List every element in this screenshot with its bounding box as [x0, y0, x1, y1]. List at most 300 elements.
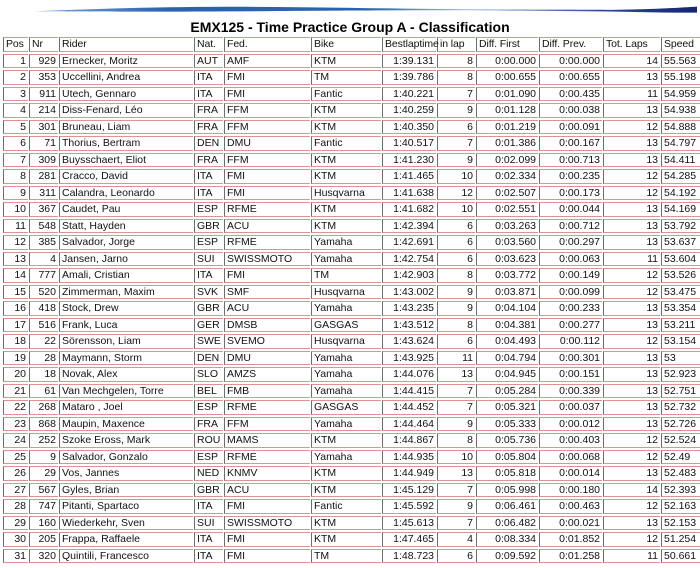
- cell-pos: 29: [3, 516, 28, 531]
- cell-bestlaptime: 1:41.638: [382, 186, 436, 201]
- cell-nat: SLO: [194, 367, 223, 382]
- cell-in_lap: 7: [437, 516, 475, 531]
- column-header-diff_first: Diff. First: [476, 37, 538, 52]
- cell-speed: 53: [661, 351, 700, 366]
- cell-pos: 24: [3, 433, 28, 448]
- cell-nr: 29: [29, 466, 58, 481]
- cell-nr: 22: [29, 334, 58, 349]
- cell-fed: FMI: [224, 268, 310, 283]
- table-row: [3, 169, 700, 184]
- cell-speed: 53.475: [661, 285, 700, 300]
- cell-diff_first: 0:04.381: [476, 318, 538, 333]
- cell-nr: 777: [29, 268, 58, 283]
- cell-rider: Vos, Jannes: [59, 466, 193, 481]
- cell-bestlaptime: 1:45.613: [382, 516, 436, 531]
- cell-bike: KTM: [311, 532, 381, 547]
- cell-fed: FMI: [224, 87, 310, 102]
- cell-bestlaptime: 1:41.230: [382, 153, 436, 168]
- cell-rider: Caudet, Pau: [59, 202, 193, 217]
- cell-nr: 28: [29, 351, 58, 366]
- cell-diff_prev: 0:00.712: [539, 219, 602, 234]
- cell-bike: KTM: [311, 433, 381, 448]
- cell-nat: GER: [194, 318, 223, 333]
- cell-diff_first: 0:02.551: [476, 202, 538, 217]
- table-row: [3, 103, 700, 118]
- cell-fed: FMB: [224, 384, 310, 399]
- cell-nr: 516: [29, 318, 58, 333]
- cell-speed: 54.169: [661, 202, 700, 217]
- cell-tot_laps: 13: [603, 516, 660, 531]
- cell-speed: 52.163: [661, 499, 700, 514]
- cell-bike: TM: [311, 70, 381, 85]
- cell-in_lap: 9: [437, 285, 475, 300]
- table-header: [3, 37, 700, 52]
- cell-bestlaptime: 1:41.682: [382, 202, 436, 217]
- cell-diff_prev: 0:01.258: [539, 549, 602, 564]
- cell-speed: 52.726: [661, 417, 700, 432]
- cell-bike: Husqvarna: [311, 285, 381, 300]
- cell-pos: 21: [3, 384, 28, 399]
- cell-fed: ACU: [224, 483, 310, 498]
- cell-nat: ITA: [194, 169, 223, 184]
- cell-rider: Jansen, Jarno: [59, 252, 193, 267]
- cell-pos: 5: [3, 120, 28, 135]
- table-row: [3, 70, 700, 85]
- cell-in_lap: 8: [437, 70, 475, 85]
- table-row: [3, 202, 700, 217]
- cell-diff_prev: 0:00.112: [539, 334, 602, 349]
- cell-in_lap: 10: [437, 202, 475, 217]
- header-row: [3, 37, 700, 52]
- cell-diff_prev: 0:00.403: [539, 433, 602, 448]
- cell-diff_prev: 0:00.149: [539, 268, 602, 283]
- cell-rider: Statt, Hayden: [59, 219, 193, 234]
- cell-nat: ITA: [194, 268, 223, 283]
- cell-bestlaptime: 1:44.415: [382, 384, 436, 399]
- table-row: [3, 186, 700, 201]
- cell-nr: 385: [29, 235, 58, 250]
- table-row: [3, 301, 700, 316]
- cell-rider: Szoke Eross, Mark: [59, 433, 193, 448]
- cell-rider: Gyles, Brian: [59, 483, 193, 498]
- classification-table: [2, 35, 700, 565]
- cell-tot_laps: 13: [603, 219, 660, 234]
- cell-in_lap: 6: [437, 235, 475, 250]
- cell-diff_first: 0:04.945: [476, 367, 538, 382]
- cell-speed: 54.959: [661, 87, 700, 102]
- cell-nr: 311: [29, 186, 58, 201]
- table-row: [3, 219, 700, 234]
- cell-rider: Van Mechgelen, Torre: [59, 384, 193, 399]
- cell-speed: 53.792: [661, 219, 700, 234]
- cell-pos: 20: [3, 367, 28, 382]
- cell-fed: FMI: [224, 549, 310, 564]
- cell-bike: KTM: [311, 516, 381, 531]
- table-row: [3, 120, 700, 135]
- cell-pos: 15: [3, 285, 28, 300]
- cell-fed: FMI: [224, 499, 310, 514]
- cell-pos: 6: [3, 136, 28, 151]
- cell-nat: ESP: [194, 235, 223, 250]
- column-header-nat: Nat.: [194, 37, 223, 52]
- cell-diff_prev: 0:00.021: [539, 516, 602, 531]
- cell-diff_first: 0:05.736: [476, 433, 538, 448]
- cell-bike: KTM: [311, 169, 381, 184]
- cell-nat: GBR: [194, 301, 223, 316]
- cell-nr: 252: [29, 433, 58, 448]
- cell-diff_first: 0:01.219: [476, 120, 538, 135]
- cell-bestlaptime: 1:48.723: [382, 549, 436, 564]
- cell-in_lap: 10: [437, 450, 475, 465]
- cell-bike: GASGAS: [311, 400, 381, 415]
- table-row: [3, 433, 700, 448]
- cell-nr: 320: [29, 549, 58, 564]
- cell-nr: 929: [29, 54, 58, 69]
- cell-nat: AUT: [194, 54, 223, 69]
- cell-pos: 13: [3, 252, 28, 267]
- cell-bike: GASGAS: [311, 318, 381, 333]
- cell-diff_prev: 0:00.044: [539, 202, 602, 217]
- cell-pos: 16: [3, 301, 28, 316]
- cell-bike: Yamaha: [311, 301, 381, 316]
- cell-speed: 53.154: [661, 334, 700, 349]
- cell-pos: 14: [3, 268, 28, 283]
- cell-nat: GBR: [194, 483, 223, 498]
- cell-fed: SVEMO: [224, 334, 310, 349]
- cell-bestlaptime: 1:39.131: [382, 54, 436, 69]
- cell-bestlaptime: 1:42.903: [382, 268, 436, 283]
- cell-tot_laps: 11: [603, 252, 660, 267]
- cell-tot_laps: 12: [603, 334, 660, 349]
- cell-diff_first: 0:04.493: [476, 334, 538, 349]
- cell-rider: Salvador, Gonzalo: [59, 450, 193, 465]
- cell-diff_first: 0:02.507: [476, 186, 538, 201]
- cell-speed: 54.411: [661, 153, 700, 168]
- cell-nat: ITA: [194, 186, 223, 201]
- cell-speed: 51.254: [661, 532, 700, 547]
- cell-tot_laps: 13: [603, 351, 660, 366]
- cell-bike: KTM: [311, 483, 381, 498]
- cell-rider: Calandra, Leonardo: [59, 186, 193, 201]
- cell-rider: Wiederkehr, Sven: [59, 516, 193, 531]
- cell-in_lap: 13: [437, 466, 475, 481]
- cell-rider: Zimmerman, Maxim: [59, 285, 193, 300]
- cell-nat: NED: [194, 466, 223, 481]
- cell-fed: SWISSMOTO: [224, 516, 310, 531]
- cell-bike: Yamaha: [311, 252, 381, 267]
- cell-tot_laps: 11: [603, 87, 660, 102]
- cell-tot_laps: 13: [603, 466, 660, 481]
- cell-in_lap: 9: [437, 103, 475, 118]
- cell-fed: DMU: [224, 136, 310, 151]
- cell-rider: Thorius, Bertram: [59, 136, 193, 151]
- cell-nr: 18: [29, 367, 58, 382]
- cell-pos: 27: [3, 483, 28, 498]
- table-row: [3, 532, 700, 547]
- cell-bike: Yamaha: [311, 384, 381, 399]
- cell-nat: FRA: [194, 120, 223, 135]
- cell-diff_prev: 0:00.068: [539, 450, 602, 465]
- cell-bestlaptime: 1:40.259: [382, 103, 436, 118]
- cell-diff_first: 0:01.128: [476, 103, 538, 118]
- column-header-fed: Fed.: [224, 37, 310, 52]
- cell-speed: 53.526: [661, 268, 700, 283]
- cell-nat: SUI: [194, 252, 223, 267]
- cell-rider: Novak, Alex: [59, 367, 193, 382]
- cell-rider: Sörensson, Liam: [59, 334, 193, 349]
- cell-pos: 2: [3, 70, 28, 85]
- cell-diff_first: 0:05.333: [476, 417, 538, 432]
- cell-diff_first: 0:04.794: [476, 351, 538, 366]
- cell-tot_laps: 13: [603, 301, 660, 316]
- cell-nr: 353: [29, 70, 58, 85]
- cell-bestlaptime: 1:44.452: [382, 400, 436, 415]
- cell-fed: SWISSMOTO: [224, 252, 310, 267]
- cell-nr: 301: [29, 120, 58, 135]
- cell-rider: Maymann, Storm: [59, 351, 193, 366]
- cell-rider: Buysschaert, Eliot: [59, 153, 193, 168]
- table-row: [3, 400, 700, 415]
- cell-fed: RFME: [224, 235, 310, 250]
- table-row: [3, 54, 700, 69]
- cell-nat: ITA: [194, 87, 223, 102]
- cell-pos: 22: [3, 400, 28, 415]
- cell-speed: 50.661: [661, 549, 700, 564]
- cell-diff_prev: 0:00.233: [539, 301, 602, 316]
- cell-diff_first: 0:01.386: [476, 136, 538, 151]
- cell-tot_laps: 13: [603, 318, 660, 333]
- cell-diff_prev: 0:00.091: [539, 120, 602, 135]
- cell-tot_laps: 13: [603, 202, 660, 217]
- cell-speed: 52.923: [661, 367, 700, 382]
- cell-fed: FMI: [224, 169, 310, 184]
- cell-bestlaptime: 1:45.592: [382, 499, 436, 514]
- cell-nr: 281: [29, 169, 58, 184]
- cell-diff_first: 0:00.655: [476, 70, 538, 85]
- cell-bestlaptime: 1:43.235: [382, 301, 436, 316]
- cell-diff_first: 0:05.321: [476, 400, 538, 415]
- column-header-in_lap: in lap: [437, 37, 475, 52]
- cell-pos: 7: [3, 153, 28, 168]
- cell-pos: 11: [3, 219, 28, 234]
- cell-diff_prev: 0:00.301: [539, 351, 602, 366]
- cell-bike: KTM: [311, 466, 381, 481]
- cell-diff_prev: 0:00.655: [539, 70, 602, 85]
- cell-fed: KNMV: [224, 466, 310, 481]
- cell-nat: FRA: [194, 417, 223, 432]
- cell-tot_laps: 12: [603, 532, 660, 547]
- cell-tot_laps: 12: [603, 499, 660, 514]
- cell-speed: 53.354: [661, 301, 700, 316]
- cell-nat: BEL: [194, 384, 223, 399]
- cell-in_lap: 11: [437, 351, 475, 366]
- cell-tot_laps: 13: [603, 384, 660, 399]
- cell-bestlaptime: 1:45.129: [382, 483, 436, 498]
- cell-fed: FFM: [224, 120, 310, 135]
- cell-pos: 12: [3, 235, 28, 250]
- cell-in_lap: 6: [437, 334, 475, 349]
- cell-nat: DEN: [194, 136, 223, 151]
- cell-diff_first: 0:05.998: [476, 483, 538, 498]
- cell-speed: 53.604: [661, 252, 700, 267]
- cell-bike: Yamaha: [311, 351, 381, 366]
- column-header-diff_prev: Diff. Prev.: [539, 37, 602, 52]
- cell-speed: 52.483: [661, 466, 700, 481]
- cell-rider: Salvador, Jorge: [59, 235, 193, 250]
- cell-diff_prev: 0:00.167: [539, 136, 602, 151]
- cell-bestlaptime: 1:44.867: [382, 433, 436, 448]
- cell-diff_prev: 0:00.151: [539, 367, 602, 382]
- table-row: [3, 417, 700, 432]
- cell-in_lap: 12: [437, 186, 475, 201]
- cell-bestlaptime: 1:43.624: [382, 334, 436, 349]
- cell-in_lap: 8: [437, 268, 475, 283]
- cell-nat: DEN: [194, 351, 223, 366]
- cell-diff_prev: 0:00.012: [539, 417, 602, 432]
- cell-pos: 1: [3, 54, 28, 69]
- column-header-bestlaptime: Bestlaptime: [382, 37, 436, 52]
- cell-tot_laps: 13: [603, 417, 660, 432]
- cell-nr: 548: [29, 219, 58, 234]
- cell-bestlaptime: 1:44.076: [382, 367, 436, 382]
- cell-rider: Frank, Luca: [59, 318, 193, 333]
- cell-pos: 9: [3, 186, 28, 201]
- cell-diff_first: 0:05.818: [476, 466, 538, 481]
- cell-fed: FMI: [224, 186, 310, 201]
- cell-nat: ITA: [194, 70, 223, 85]
- cell-in_lap: 9: [437, 417, 475, 432]
- cell-speed: 52.751: [661, 384, 700, 399]
- table-row: [3, 483, 700, 498]
- cell-bike: Fantic: [311, 87, 381, 102]
- cell-rider: Stock, Drew: [59, 301, 193, 316]
- cell-speed: 54.938: [661, 103, 700, 118]
- cell-fed: FFM: [224, 417, 310, 432]
- cell-nat: ESP: [194, 450, 223, 465]
- cell-bestlaptime: 1:44.935: [382, 450, 436, 465]
- cell-in_lap: 7: [437, 87, 475, 102]
- cell-pos: 26: [3, 466, 28, 481]
- cell-tot_laps: 14: [603, 54, 660, 69]
- cell-nr: 868: [29, 417, 58, 432]
- cell-fed: AMZS: [224, 367, 310, 382]
- cell-tot_laps: 14: [603, 483, 660, 498]
- cell-pos: 4: [3, 103, 28, 118]
- cell-in_lap: 9: [437, 301, 475, 316]
- cell-nr: 268: [29, 400, 58, 415]
- cell-bike: KTM: [311, 219, 381, 234]
- cell-pos: 3: [3, 87, 28, 102]
- cell-in_lap: 7: [437, 400, 475, 415]
- cell-nr: 71: [29, 136, 58, 151]
- column-header-speed: Speed: [661, 37, 700, 52]
- cell-bestlaptime: 1:42.394: [382, 219, 436, 234]
- cell-tot_laps: 12: [603, 120, 660, 135]
- cell-speed: 52.49: [661, 450, 700, 465]
- table-row: [3, 367, 700, 382]
- cell-tot_laps: 12: [603, 169, 660, 184]
- table-row: [3, 516, 700, 531]
- cell-bestlaptime: 1:40.517: [382, 136, 436, 151]
- cell-tot_laps: 13: [603, 153, 660, 168]
- cell-nat: SUI: [194, 516, 223, 531]
- cell-pos: 8: [3, 169, 28, 184]
- cell-diff_first: 0:05.804: [476, 450, 538, 465]
- cell-diff_first: 0:06.482: [476, 516, 538, 531]
- column-header-pos: Pos: [3, 37, 28, 52]
- cell-fed: RFME: [224, 202, 310, 217]
- cell-bike: KTM: [311, 54, 381, 69]
- cell-nat: ESP: [194, 400, 223, 415]
- cell-pos: 28: [3, 499, 28, 514]
- cell-nat: ESP: [194, 202, 223, 217]
- cell-tot_laps: 13: [603, 400, 660, 415]
- cell-tot_laps: 13: [603, 103, 660, 118]
- cell-speed: 54.192: [661, 186, 700, 201]
- cell-pos: 18: [3, 334, 28, 349]
- cell-speed: 54.797: [661, 136, 700, 151]
- cell-in_lap: 4: [437, 532, 475, 547]
- cell-bestlaptime: 1:40.221: [382, 87, 436, 102]
- cell-tot_laps: 12: [603, 450, 660, 465]
- cell-in_lap: 10: [437, 169, 475, 184]
- cell-bike: Yamaha: [311, 367, 381, 382]
- cell-in_lap: 6: [437, 219, 475, 234]
- cell-rider: Diss-Fenard, Léo: [59, 103, 193, 118]
- cell-bike: KTM: [311, 202, 381, 217]
- cell-diff_prev: 0:00.180: [539, 483, 602, 498]
- cell-bike: Yamaha: [311, 417, 381, 432]
- cell-bike: KTM: [311, 120, 381, 135]
- cell-bestlaptime: 1:40.350: [382, 120, 436, 135]
- cell-rider: Mataro , Joel: [59, 400, 193, 415]
- cell-speed: 55.198: [661, 70, 700, 85]
- cell-speed: 52.732: [661, 400, 700, 415]
- cell-rider: Ernecker, Moritz: [59, 54, 193, 69]
- cell-diff_first: 0:03.560: [476, 235, 538, 250]
- cell-in_lap: 7: [437, 483, 475, 498]
- cell-fed: FMI: [224, 70, 310, 85]
- cell-diff_first: 0:03.623: [476, 252, 538, 267]
- cell-tot_laps: 13: [603, 367, 660, 382]
- cell-rider: Bruneau, Liam: [59, 120, 193, 135]
- cell-diff_prev: 0:00.463: [539, 499, 602, 514]
- cell-bestlaptime: 1:44.949: [382, 466, 436, 481]
- cell-speed: 55.563: [661, 54, 700, 69]
- cell-fed: AMF: [224, 54, 310, 69]
- cell-rider: Uccellini, Andrea: [59, 70, 193, 85]
- cell-in_lap: 7: [437, 136, 475, 151]
- cell-bestlaptime: 1:42.691: [382, 235, 436, 250]
- cell-in_lap: 13: [437, 367, 475, 382]
- page-title: EMX125 - Time Practice Group A - Classification: [190, 19, 510, 35]
- cell-bestlaptime: 1:43.002: [382, 285, 436, 300]
- cell-tot_laps: 12: [603, 268, 660, 283]
- cell-in_lap: 7: [437, 384, 475, 399]
- cell-fed: SMF: [224, 285, 310, 300]
- cell-diff_prev: 0:00.277: [539, 318, 602, 333]
- cell-bike: Fantic: [311, 136, 381, 151]
- table-row: [3, 450, 700, 465]
- table-body: [3, 54, 700, 564]
- column-header-rider: Rider: [59, 37, 193, 52]
- table-row: [3, 87, 700, 102]
- cell-rider: Quintili, Francesco: [59, 549, 193, 564]
- table-row: [3, 384, 700, 399]
- cell-nr: 205: [29, 532, 58, 547]
- table-row: [3, 235, 700, 250]
- cell-bestlaptime: 1:43.925: [382, 351, 436, 366]
